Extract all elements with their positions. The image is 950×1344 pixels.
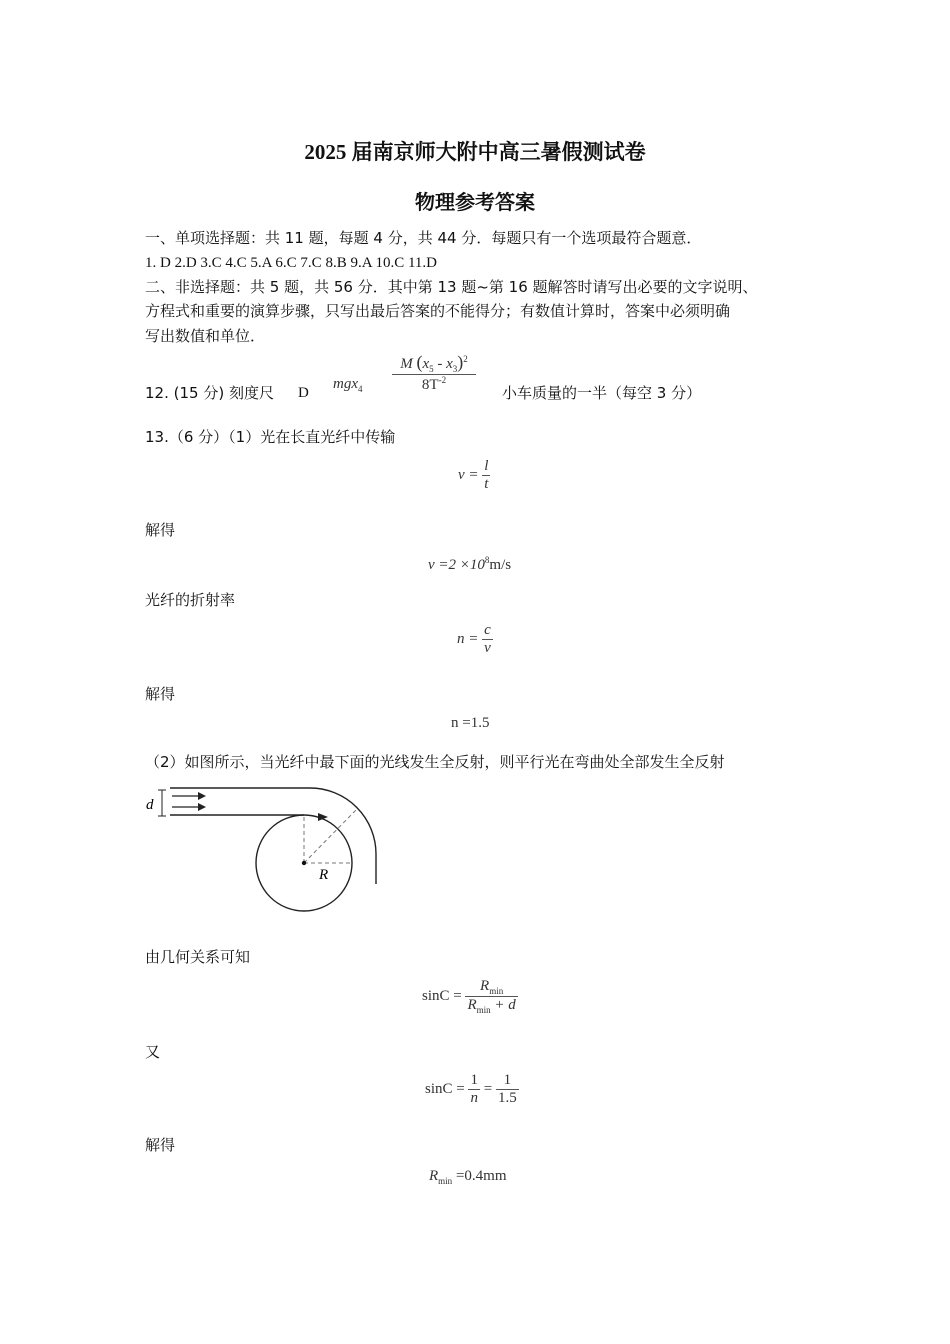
- q12-fraction: [392, 352, 476, 394]
- q12-choice: D: [298, 385, 309, 401]
- solve-label-2: 解得: [145, 685, 176, 703]
- eq-velocity-value: $v =2 \times 10^8m/s$: [428, 555, 512, 573]
- eq-sinC-geometry: sinC = $\frac{R_{min}}{R_{min} + d}$: [422, 978, 516, 1015]
- section2-line1: 二、非选择题：共 5 题，共 56 分．其中第 13 题~第 16 题解答时请写出必要的文字说明、: [145, 278, 758, 296]
- eq-refraction: n = $\frac{c}{v}$: [457, 622, 491, 656]
- solve-label-3: 解得: [145, 1136, 176, 1154]
- eq-Rmin-value: $R_{min} =0.4mm$: [429, 1168, 507, 1186]
- q12-label: 12. (15 分) 刻度尺: [145, 384, 274, 402]
- eq-refraction-value: n =1.5: [451, 715, 490, 731]
- geometry-label: 由几何关系可知: [145, 948, 251, 966]
- q13-part2: （2）如图所示，当光纤中最下面的光线发生全反射，则平行光在弯曲处全部发生全反射: [145, 753, 725, 771]
- q12-tail: 小车质量的一半（每空 3 分）: [502, 384, 702, 402]
- fiber-bend-figure: [140, 780, 390, 920]
- q12-expr1: mgx$_4$: [333, 376, 363, 394]
- solve-label-1: 解得: [145, 521, 176, 539]
- label-d: d: [146, 797, 154, 813]
- q13-intro: 13.（6 分）（1）光在长直光纤中传输: [145, 428, 396, 446]
- label-R: R: [319, 867, 329, 883]
- section2-line3: 写出数值和单位．: [145, 327, 266, 345]
- q12-frac-denominator: $8T^{-2}$: [421, 375, 447, 393]
- section1-heading: 一、单项选择题：共 11 题，每题 4 分，共 44 分．每题只有一个选项最符合题意．: [145, 229, 702, 247]
- section1-answers: 1. D 2.D 3.C 4.C 5.A 6.C 7.C 8.B 9.A 10.C 11.D: [145, 255, 437, 271]
- page-title: 2025 届南京师大附中高三暑假测试卷: [304, 140, 646, 164]
- eq-velocity: v = $\frac{l}{t}$: [458, 458, 489, 492]
- q12-frac-numerator: M $(x_5 - x_3)^2$: [392, 352, 476, 375]
- refraction-label: 光纤的折射率: [145, 591, 236, 609]
- also-label: 又: [145, 1043, 161, 1061]
- page-subtitle: 物理参考答案: [415, 190, 535, 214]
- eq-sinC-index: sinC = $\frac{1}{n}$ = $\frac{1}{1.5}$: [425, 1072, 517, 1106]
- fiber-outer-wall: [170, 788, 376, 884]
- section2-line2: 方程式和重要的演算步骤，只写出最后答案的不能得分；有数值计算时，答案中必须明确: [145, 302, 731, 320]
